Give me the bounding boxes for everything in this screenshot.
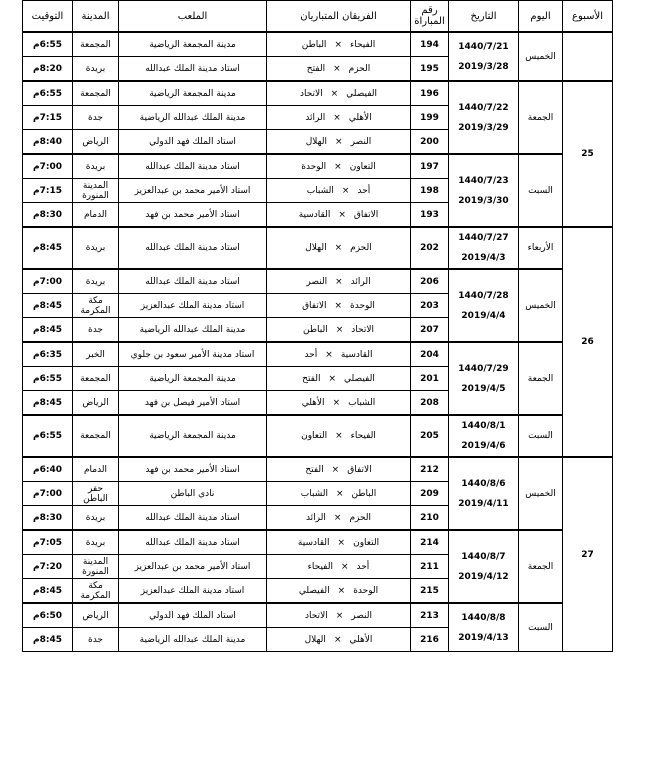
versus-sign: × <box>334 161 342 172</box>
match-number-cell: 206 <box>411 269 449 294</box>
away-team: الهلال <box>304 634 326 645</box>
match-number-cell: 214 <box>411 530 449 555</box>
hijri-date: 1440/7/27 <box>458 233 509 243</box>
home-team: القادسية <box>340 349 373 360</box>
home-team: الأهلي <box>349 634 373 645</box>
time-cell: 7:00م <box>23 482 73 506</box>
city-cell: الرياض <box>73 603 119 628</box>
versus-sign: × <box>335 610 344 621</box>
day-cell: الجمعة <box>519 530 563 603</box>
city-cell: حفر الباطن <box>73 482 119 506</box>
match-number-cell: 200 <box>411 130 449 155</box>
header-teams: الفريقان المتباريان <box>267 1 411 33</box>
hijri-date: 1440/8/1 <box>461 421 506 431</box>
versus-sign: × <box>328 373 337 384</box>
home-team: الأهلي <box>348 112 372 123</box>
time-cell: 6:40م <box>23 457 73 482</box>
gregorian-date: 2019/4/11 <box>458 498 509 509</box>
time-cell: 8:30م <box>23 203 73 228</box>
teams-cell <box>267 227 411 269</box>
date-cell <box>449 227 519 269</box>
city-cell: مكة المكرمة <box>73 294 119 318</box>
away-team: النصر <box>306 276 328 287</box>
home-team: الفيحاء <box>350 431 376 441</box>
stadium-cell: استاد مدينة الملك عبدالله <box>119 530 267 555</box>
stadium-cell: نادي الباطن <box>119 482 267 506</box>
home-team: الفيحاء <box>349 39 376 50</box>
away-team: الاتحاد <box>299 88 323 99</box>
versus-sign: × <box>333 63 341 74</box>
away-team: الهلال <box>305 136 328 147</box>
match-number-cell: 213 <box>411 603 449 628</box>
versus-sign: × <box>334 39 342 50</box>
table-row <box>23 81 613 106</box>
time-cell: 7:15م <box>23 179 73 203</box>
home-team: الاتفاق <box>353 209 379 220</box>
table-row <box>23 457 613 482</box>
versus-sign: × <box>330 88 339 99</box>
away-team: الفتح <box>305 464 324 475</box>
gregorian-date: 2019/3/28 <box>458 61 509 72</box>
hijri-date: 1440/7/21 <box>458 41 509 52</box>
stadium-cell: مدينة المجمعة الرياضية <box>119 367 267 391</box>
match-number-cell: 194 <box>411 32 449 57</box>
city-cell: جدة <box>73 318 119 343</box>
date-cell <box>449 269 519 342</box>
day-cell: الخميس <box>519 457 563 530</box>
header-time: التوقيت <box>23 1 73 33</box>
city-cell: المجمعة <box>73 32 119 57</box>
hijri-date: 1440/7/23 <box>458 175 509 186</box>
home-team: الباطن <box>351 488 377 499</box>
home-team: النصر <box>351 610 372 621</box>
match-number-cell: 199 <box>411 106 449 130</box>
match-number-cell: 204 <box>411 342 449 367</box>
stadium-cell: مدينة الملك عبدالله الرياضية <box>119 106 267 130</box>
time-cell: 7:05م <box>23 530 73 555</box>
date-cell <box>449 530 519 603</box>
table-row <box>23 32 613 57</box>
teams-cell <box>267 342 411 367</box>
home-team: الشباب <box>348 397 376 408</box>
time-cell: 6:55م <box>23 32 73 57</box>
gregorian-date: 2019/3/29 <box>458 122 509 133</box>
match-number-cell: 203 <box>411 294 449 318</box>
away-team: الهلال <box>305 243 327 253</box>
week-number-cell: 26 <box>563 227 613 457</box>
city-cell: بريدة <box>73 530 119 555</box>
hijri-date: 1440/8/8 <box>461 612 506 623</box>
versus-sign: × <box>325 349 333 360</box>
home-team: النصر <box>350 136 372 147</box>
stadium-cell: مدينة المجمعة الرياضية <box>119 81 267 106</box>
city-cell: الرياض <box>73 391 119 416</box>
versus-sign: × <box>331 464 340 475</box>
date-cell <box>449 81 519 154</box>
away-team: الفتح <box>302 373 321 384</box>
table-row <box>23 227 613 269</box>
gregorian-date: 2019/4/6 <box>461 441 506 451</box>
home-team: أحد <box>356 561 370 572</box>
away-team: الرائد <box>305 112 326 123</box>
hijri-date: 1440/7/28 <box>458 290 509 301</box>
hijri-date: 1440/8/6 <box>461 478 506 489</box>
match-number-cell: 205 <box>411 415 449 457</box>
home-team: الفيصلي <box>346 88 378 99</box>
time-cell: 7:00م <box>23 154 73 179</box>
away-team: الشباب <box>306 185 334 196</box>
stadium-cell: استاد الملك فهد الدولي <box>119 130 267 155</box>
date-cell <box>449 457 519 530</box>
versus-sign: × <box>335 324 344 335</box>
home-team: الرائد <box>350 276 371 287</box>
city-cell: بريدة <box>73 506 119 531</box>
stadium-cell: استاد مدينة الملك عبدالله <box>119 227 267 269</box>
stadium-cell: استاد مدينة الملك عبدالعزيز <box>119 579 267 604</box>
city-cell: المجمعة <box>73 81 119 106</box>
header-row <box>23 1 613 33</box>
day-cell: السبت <box>519 154 563 227</box>
stadium-cell: استاد الأمير فيصل بن فهد <box>119 391 267 416</box>
gregorian-date: 2019/3/30 <box>458 195 509 206</box>
city-cell: المجمعة <box>73 415 119 457</box>
versus-sign: × <box>333 512 342 523</box>
versus-sign: × <box>333 634 342 645</box>
time-cell: 6:55م <box>23 367 73 391</box>
teams-cell <box>267 415 411 457</box>
teams-cell <box>267 179 411 203</box>
away-team: الرائد <box>305 512 326 523</box>
teams-cell <box>267 130 411 155</box>
away-team: الوحدة <box>301 161 327 172</box>
teams-cell <box>267 106 411 130</box>
city-cell: المجمعة <box>73 367 119 391</box>
hijri-date: 1440/7/29 <box>458 363 509 374</box>
header-city: المدينة <box>73 1 119 33</box>
match-number-cell: 215 <box>411 579 449 604</box>
home-team: أحد <box>357 185 371 196</box>
time-cell: 6:55م <box>23 415 73 457</box>
stadium-cell: استاد الملك فهد الدولي <box>119 603 267 628</box>
gregorian-date: 2019/4/12 <box>458 571 509 582</box>
away-team: الأهلي <box>301 397 325 408</box>
versus-sign: × <box>334 243 343 253</box>
teams-cell <box>267 506 411 531</box>
city-cell: جدة <box>73 628 119 652</box>
stadium-cell: استاد الأمير محمد بن عبدالعزيز <box>119 555 267 579</box>
versus-sign: × <box>334 300 343 311</box>
city-cell: بريدة <box>73 269 119 294</box>
city-cell: بريدة <box>73 154 119 179</box>
match-schedule-table <box>22 0 613 652</box>
gregorian-date: 2019/4/5 <box>461 383 506 394</box>
header-week: الأسبوع <box>563 1 613 33</box>
stadium-cell: مدينة الملك عبدالله الرياضية <box>119 318 267 343</box>
time-cell: 8:45م <box>23 318 73 343</box>
versus-sign: × <box>340 561 349 572</box>
stadium-cell: مدينة المجمعة الرياضية <box>119 32 267 57</box>
week-number-cell: 25 <box>563 81 613 227</box>
teams-cell <box>267 579 411 604</box>
away-team: الفيصلي <box>298 585 330 596</box>
away-team: الاتفاق <box>302 300 327 311</box>
home-team: الوحدة <box>353 585 379 596</box>
time-cell: 8:45م <box>23 628 73 652</box>
home-team: الاتحاد <box>351 324 374 335</box>
day-cell: الأربعاء <box>519 227 563 269</box>
teams-cell <box>267 294 411 318</box>
week-number-cell <box>563 32 613 81</box>
schedule-sheet <box>22 0 612 756</box>
teams-cell <box>267 457 411 482</box>
teams-cell <box>267 269 411 294</box>
home-team: التعاون <box>353 537 380 548</box>
away-team: الباطن <box>301 39 327 50</box>
teams-cell <box>267 628 411 652</box>
week-number-cell: 27 <box>563 457 613 652</box>
schedule-body <box>23 32 613 652</box>
day-cell: السبت <box>519 603 563 652</box>
teams-cell <box>267 318 411 343</box>
city-cell: الدمام <box>73 457 119 482</box>
city-cell: الخبر <box>73 342 119 367</box>
match-number-cell: 211 <box>411 555 449 579</box>
match-number-cell: 207 <box>411 318 449 343</box>
table-row <box>23 342 613 367</box>
time-cell: 6:55م <box>23 81 73 106</box>
away-team: الفيحاء <box>307 561 333 572</box>
versus-sign: × <box>337 585 346 596</box>
stadium-cell: استاد مدينة الملك عبدالله <box>119 506 267 531</box>
header-match-number: رقم المباراة <box>411 1 449 33</box>
away-team: الباطن <box>303 324 328 335</box>
time-cell: 6:50م <box>23 603 73 628</box>
teams-cell <box>267 530 411 555</box>
time-cell: 8:40م <box>23 130 73 155</box>
match-number-cell: 208 <box>411 391 449 416</box>
time-cell: 8:45م <box>23 227 73 269</box>
teams-cell <box>267 367 411 391</box>
away-team: أحد <box>304 349 318 360</box>
teams-cell <box>267 555 411 579</box>
stadium-cell: مدينة الملك عبدالله الرياضية <box>119 628 267 652</box>
city-cell: بريدة <box>73 227 119 269</box>
stadium-cell: استاد الأمير محمد بن فهد <box>119 457 267 482</box>
teams-cell <box>267 81 411 106</box>
match-number-cell: 201 <box>411 367 449 391</box>
header-date: التاريخ <box>449 1 519 33</box>
gregorian-date: 2019/4/3 <box>461 253 506 263</box>
city-cell: الدمام <box>73 203 119 228</box>
day-cell: الخميس <box>519 32 563 81</box>
home-team: الحزم <box>349 512 372 523</box>
city-cell: بريدة <box>73 57 119 82</box>
header-day: اليوم <box>519 1 563 33</box>
city-cell: جدة <box>73 106 119 130</box>
match-number-cell: 209 <box>411 482 449 506</box>
match-number-cell: 197 <box>411 154 449 179</box>
versus-sign: × <box>338 209 346 220</box>
away-team: الشباب <box>300 488 328 499</box>
table-row <box>23 269 613 294</box>
date-cell <box>449 32 519 81</box>
stadium-cell: استاد مدينة الملك عبدالله <box>119 269 267 294</box>
hijri-date: 1440/7/22 <box>458 102 509 113</box>
home-team: الاتفاق <box>347 464 372 475</box>
away-team: القادسية <box>297 537 330 548</box>
day-cell: الخميس <box>519 269 563 342</box>
versus-sign: × <box>335 136 343 147</box>
versus-sign: × <box>335 431 343 441</box>
time-cell: 8:45م <box>23 391 73 416</box>
table-row <box>23 530 613 555</box>
stadium-cell: استاد مدينة الملك عبدالعزيز <box>119 294 267 318</box>
stadium-cell: استاد الأمير محمد بن فهد <box>119 203 267 228</box>
city-cell: الرياض <box>73 130 119 155</box>
day-cell: السبت <box>519 415 563 457</box>
home-team: الحزم <box>350 243 372 253</box>
time-cell: 7:15م <box>23 106 73 130</box>
match-number-cell: 196 <box>411 81 449 106</box>
versus-sign: × <box>332 397 341 408</box>
table-row <box>23 603 613 628</box>
time-cell: 8:45م <box>23 294 73 318</box>
teams-cell <box>267 32 411 57</box>
away-team: التعاون <box>301 431 328 441</box>
home-team: الفيصلي <box>344 373 375 384</box>
stadium-cell: استاد مدينة الأمير سعود بن جلوي <box>119 342 267 367</box>
versus-sign: × <box>333 112 341 123</box>
stadium-cell: استاد مدينة الملك عبدالله <box>119 154 267 179</box>
day-cell: الجمعة <box>519 342 563 415</box>
gregorian-date: 2019/4/4 <box>461 310 506 321</box>
match-number-cell: 193 <box>411 203 449 228</box>
versus-sign: × <box>335 488 344 499</box>
stadium-cell: استاد الأمير محمد بن عبدالعزيز <box>119 179 267 203</box>
match-number-cell: 212 <box>411 457 449 482</box>
teams-cell <box>267 391 411 416</box>
time-cell: 6:35م <box>23 342 73 367</box>
teams-cell <box>267 154 411 179</box>
teams-cell <box>267 482 411 506</box>
stadium-cell: مدينة المجمعة الرياضية <box>119 415 267 457</box>
teams-cell <box>267 603 411 628</box>
day-cell: الجمعة <box>519 81 563 154</box>
away-team: الاتحاد <box>305 610 328 621</box>
match-number-cell: 198 <box>411 179 449 203</box>
away-team: الفتح <box>306 63 326 74</box>
header-stadium: الملعب <box>119 1 267 33</box>
city-cell: المدينة المنورة <box>73 179 119 203</box>
time-cell: 8:30م <box>23 506 73 531</box>
home-team: الوحدة <box>350 300 375 311</box>
date-cell <box>449 342 519 415</box>
stadium-cell: استاد مدينة الملك عبدالله <box>119 57 267 82</box>
match-number-cell: 195 <box>411 57 449 82</box>
date-cell <box>449 154 519 227</box>
date-cell <box>449 415 519 457</box>
hijri-date: 1440/8/7 <box>461 551 506 562</box>
gregorian-date: 2019/4/13 <box>458 632 509 643</box>
versus-sign: × <box>337 537 346 548</box>
table-row <box>23 154 613 179</box>
time-cell: 8:20م <box>23 57 73 82</box>
time-cell: 7:20م <box>23 555 73 579</box>
table-row <box>23 415 613 457</box>
teams-cell <box>267 57 411 82</box>
away-team: القادسية <box>298 209 331 220</box>
time-cell: 8:45م <box>23 579 73 604</box>
match-number-cell: 216 <box>411 628 449 652</box>
match-number-cell: 210 <box>411 506 449 531</box>
match-number-cell: 202 <box>411 227 449 269</box>
versus-sign: × <box>335 276 343 287</box>
city-cell: المدينة المنورة <box>73 555 119 579</box>
city-cell: مكة المكرمة <box>73 579 119 604</box>
date-cell <box>449 603 519 652</box>
home-team: التعاون <box>349 161 376 172</box>
home-team: الحزم <box>348 63 371 74</box>
teams-cell <box>267 203 411 228</box>
versus-sign: × <box>341 185 350 196</box>
time-cell: 7:00م <box>23 269 73 294</box>
